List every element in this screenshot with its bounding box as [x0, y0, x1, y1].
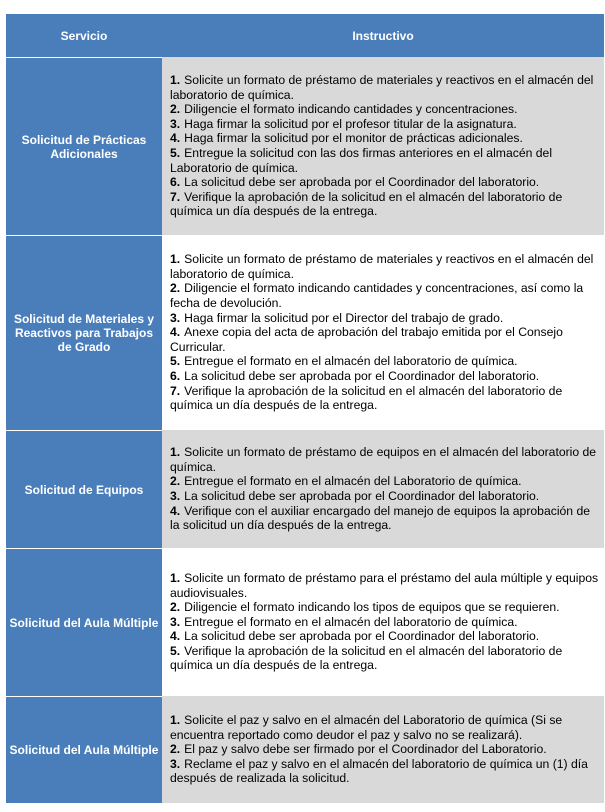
- step-number: 2.: [170, 742, 181, 757]
- instructions-cell: [162, 696, 604, 803]
- step-text: Haga firmar la solicitud por el monitor de prácticas adicionales.: [184, 131, 523, 146]
- instruction-step: [170, 489, 600, 504]
- step-text: Entregue la solicitud con las dos firmas anteriores en el almacén del Laboratorio de química.: [170, 146, 553, 175]
- step-number: 6.: [170, 368, 181, 383]
- step-text: Diligencie el formato indicando cantidades y concentraciones.: [184, 102, 518, 117]
- step-number: 7.: [170, 383, 181, 398]
- step-number: 3.: [170, 614, 181, 629]
- step-number: 5.: [170, 354, 181, 369]
- step-number: 3.: [170, 310, 181, 325]
- step-text: Diligencie el formato indicando los tipos de equipos que se requieren.: [184, 600, 560, 615]
- instruction-step: [170, 73, 600, 102]
- instruction-step: [170, 571, 600, 600]
- instruction-step: [170, 146, 600, 175]
- step-number: 5.: [170, 146, 181, 160]
- step-number: 1.: [170, 445, 181, 460]
- instruction-step: [170, 175, 600, 190]
- step-number: 4.: [170, 503, 181, 518]
- step-text: Reclame el paz y salvo en el almacén del laboratorio de química un (1) día después de realizada la solicitud.: [170, 756, 588, 786]
- step-number: 4.: [170, 131, 181, 146]
- step-text: La solicitud debe ser aprobada por el Coordinador del laboratorio.: [184, 629, 540, 644]
- step-number: 6.: [170, 175, 181, 190]
- instruction-step: [170, 445, 600, 474]
- step-number: 1.: [170, 73, 181, 88]
- instruction-step: [170, 190, 600, 219]
- step-text: Verifique con el auxiliar encargado del manejo de equipos la aprobación de la solicitud un día después de la entrega.: [170, 503, 591, 533]
- table-body: [6, 57, 604, 803]
- instruction-step: [170, 311, 600, 326]
- instruction-step: [170, 384, 600, 413]
- step-text: Entregue el formato en el almacén del laboratorio de química.: [184, 614, 518, 629]
- instruction-step: [170, 281, 600, 310]
- instruction-step: [170, 117, 600, 132]
- step-text: Verifique la aprobación de la solicitud en el almacén del laboratorio de química un día después de la entrega.: [170, 643, 563, 673]
- instruction-step: [170, 474, 600, 489]
- services-table: [6, 14, 604, 803]
- instruction-step: [170, 252, 600, 281]
- instruction-step: [170, 131, 600, 146]
- step-number: 2.: [170, 600, 181, 615]
- step-number: 1.: [170, 713, 181, 728]
- step-number: 5.: [170, 643, 181, 658]
- header-servicio: Servicio: [60, 28, 108, 43]
- step-text: Solicite el paz y salvo en el almacén del Laboratorio de química (Si se encuentra reportado como deudor el paz y salvo no se realizará).: [170, 713, 563, 742]
- step-text: Entregue el formato en el almacén del laboratorio de química.: [184, 354, 518, 369]
- step-number: 2.: [170, 281, 181, 296]
- step-number: 4.: [170, 629, 181, 644]
- instruction-step: [170, 354, 600, 369]
- instruction-step: [170, 742, 600, 757]
- service-name: Solicitud de Prácticas Adicionales: [6, 57, 162, 235]
- step-text: Verifique la aprobación de la solicitud en el almacén del laboratorio de química un día después de la entrega.: [170, 383, 563, 413]
- table-row: [6, 696, 604, 803]
- step-text: Solicite un formato de préstamo de materiales y reactivos en el almacén del laboratorio de química.: [170, 252, 594, 281]
- instruction-step: [170, 369, 600, 384]
- instruction-step: [170, 644, 600, 673]
- instruction-step: [170, 629, 600, 644]
- service-name: Solicitud de Equipos: [6, 430, 162, 548]
- instructions-cell: [162, 430, 604, 548]
- step-number: 2.: [170, 102, 181, 117]
- service-name: Solicitud del Aula Múltiple: [6, 696, 162, 803]
- step-number: 1.: [170, 252, 181, 267]
- step-number: 3.: [170, 116, 181, 131]
- step-number: 3.: [170, 489, 181, 503]
- instruction-step: [170, 325, 600, 354]
- step-text: La solicitud debe ser aprobada por el Coordinador del laboratorio.: [184, 368, 540, 383]
- instruction-step: [170, 102, 600, 117]
- table-header: [6, 14, 604, 57]
- table-row: [6, 548, 604, 696]
- table-row: [6, 235, 604, 430]
- instruction-step: [170, 713, 600, 742]
- instruction-step: [170, 615, 600, 630]
- step-text: Entregue el formato en el almacén del Laboratorio de química.: [184, 474, 522, 489]
- step-text: Haga firmar la solicitud por el profesor titular de la asignatura.: [184, 116, 517, 131]
- step-number: 7.: [170, 189, 181, 204]
- instructions-cell: [162, 57, 604, 235]
- instructions-cell: [162, 235, 604, 430]
- instruction-step: [170, 600, 600, 615]
- table-row: [6, 57, 604, 235]
- instruction-step: [170, 757, 600, 786]
- step-text: La solicitud debe ser aprobada por el Coordinador del laboratorio.: [184, 175, 540, 190]
- service-name: Solicitud del Aula Múltiple: [6, 548, 162, 696]
- step-number: 1.: [170, 570, 181, 585]
- instruction-step: [170, 504, 600, 533]
- step-number: 4.: [170, 325, 181, 340]
- step-text: Anexe copia del acta de aprobación del trabajo emitida por el Consejo Curricular.: [170, 325, 563, 354]
- step-text: Solicite un formato de préstamo para el préstamo del aula múltiple y equipos audiovisuales.: [170, 570, 599, 600]
- instructions-cell: [162, 548, 604, 696]
- header-instructivo: Instructivo: [352, 28, 414, 43]
- step-number: 3.: [170, 756, 181, 771]
- table-row: [6, 430, 604, 548]
- step-text: La solicitud debe ser aprobada por el Coordinador del laboratorio.: [184, 489, 540, 503]
- step-number: 2.: [170, 474, 181, 489]
- step-text: Solicite un formato de préstamo de materiales y reactivos en el almacén del laboratorio de química.: [170, 73, 594, 102]
- step-text: El paz y salvo debe ser firmado por el Coordinador del Laboratorio.: [184, 742, 547, 757]
- step-text: Solicite un formato de préstamo de equipos en el almacén del laboratorio de química.: [170, 445, 597, 474]
- step-text: Diligencie el formato indicando cantidades y concentraciones, así como la fecha de devolución.: [170, 281, 584, 311]
- service-name: Solicitud de Materiales y Reactivos para Trabajos de Grado: [6, 235, 162, 430]
- step-text: Verifique la aprobación de la solicitud en el almacén del laboratorio de química un día después de la entrega.: [170, 189, 563, 219]
- step-text: Haga firmar la solicitud por el Director del trabajo de grado.: [184, 310, 504, 325]
